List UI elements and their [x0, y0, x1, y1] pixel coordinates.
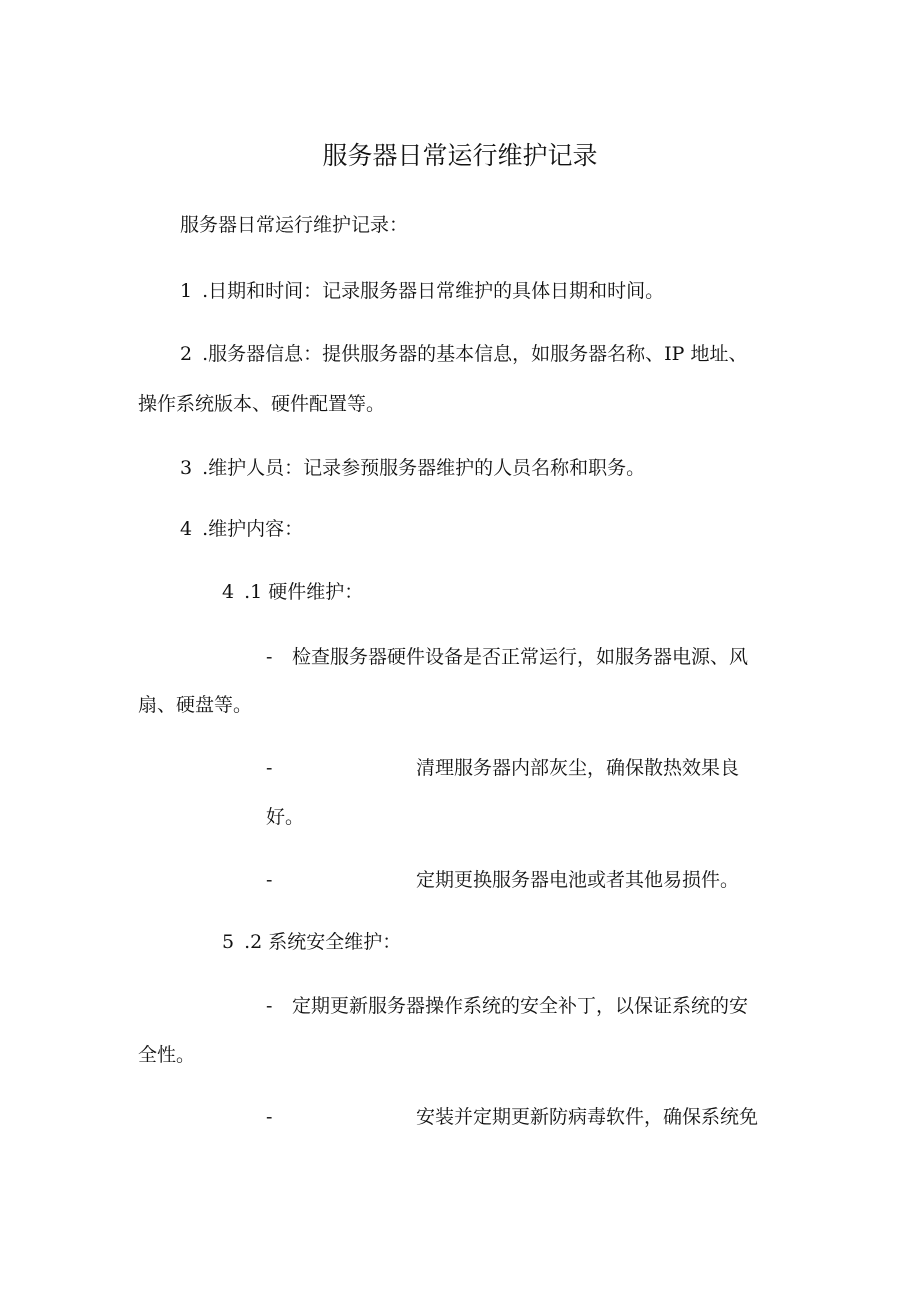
subsection-text: .1 硬件维护： [244, 581, 364, 603]
intro-text: 服务器日常运行维护记录： [180, 214, 409, 236]
bullet-1-line-1: 检查服务器硬件设备是否正常运行，如服务器电源、风 [292, 646, 749, 668]
subsection-number: 5 [222, 931, 239, 953]
bullet-4-line-1: 定期更新服务器操作系统的安全补丁，以保证系统的安 [292, 995, 749, 1017]
list-item-number: 4 [180, 518, 197, 540]
list-item-text: .维护内容： [202, 518, 304, 540]
bullet-dash: - [266, 646, 273, 668]
bullet-dash: - [266, 995, 273, 1017]
bullet-dash: - [266, 757, 273, 779]
bullet-dash: - [266, 1106, 273, 1128]
list-item-number: 1 [180, 280, 197, 302]
list-item-number: 3 [180, 457, 197, 479]
bullet-2-line-1: 清理服务器内部灰尘，确保散热效果良 [416, 757, 740, 779]
list-item-2-continuation: 操作系统版本、硬件配置等。 [138, 393, 386, 415]
subsection-4-1 [222, 578, 363, 606]
list-item-4 [180, 515, 303, 543]
subsection-number: 4 [222, 581, 239, 603]
list-item-text: .日期和时间：记录服务器日常维护的具体日期和时间。 [202, 280, 665, 302]
list-item-3 [180, 454, 645, 482]
bullet-3-line-1: 定期更换服务器电池或者其他易损件。 [416, 869, 740, 891]
bullet-dash: - [266, 869, 273, 891]
document-title: 服务器日常运行维护记录 [322, 141, 598, 170]
list-item-2 [180, 340, 748, 368]
list-item-number: 2 [180, 343, 197, 365]
bullet-5-line-1: 安装并定期更新防病毒软件，确保系统免 [416, 1106, 759, 1128]
subsection-5-2 [222, 928, 401, 956]
list-item-text: .服务器信息：提供服务器的基本信息，如服务器名称、IP 地址、 [202, 343, 748, 365]
bullet-1-line-2: 扇、硬盘等。 [138, 694, 253, 716]
bullet-4-line-2: 全性。 [138, 1044, 196, 1066]
list-item-text: .维护人员：记录参预服务器维护的人员名称和职务。 [202, 457, 646, 479]
subsection-text: .2 系统安全维护： [244, 931, 402, 953]
list-item-1 [180, 277, 664, 305]
bullet-2-line-2: 好。 [266, 806, 305, 828]
